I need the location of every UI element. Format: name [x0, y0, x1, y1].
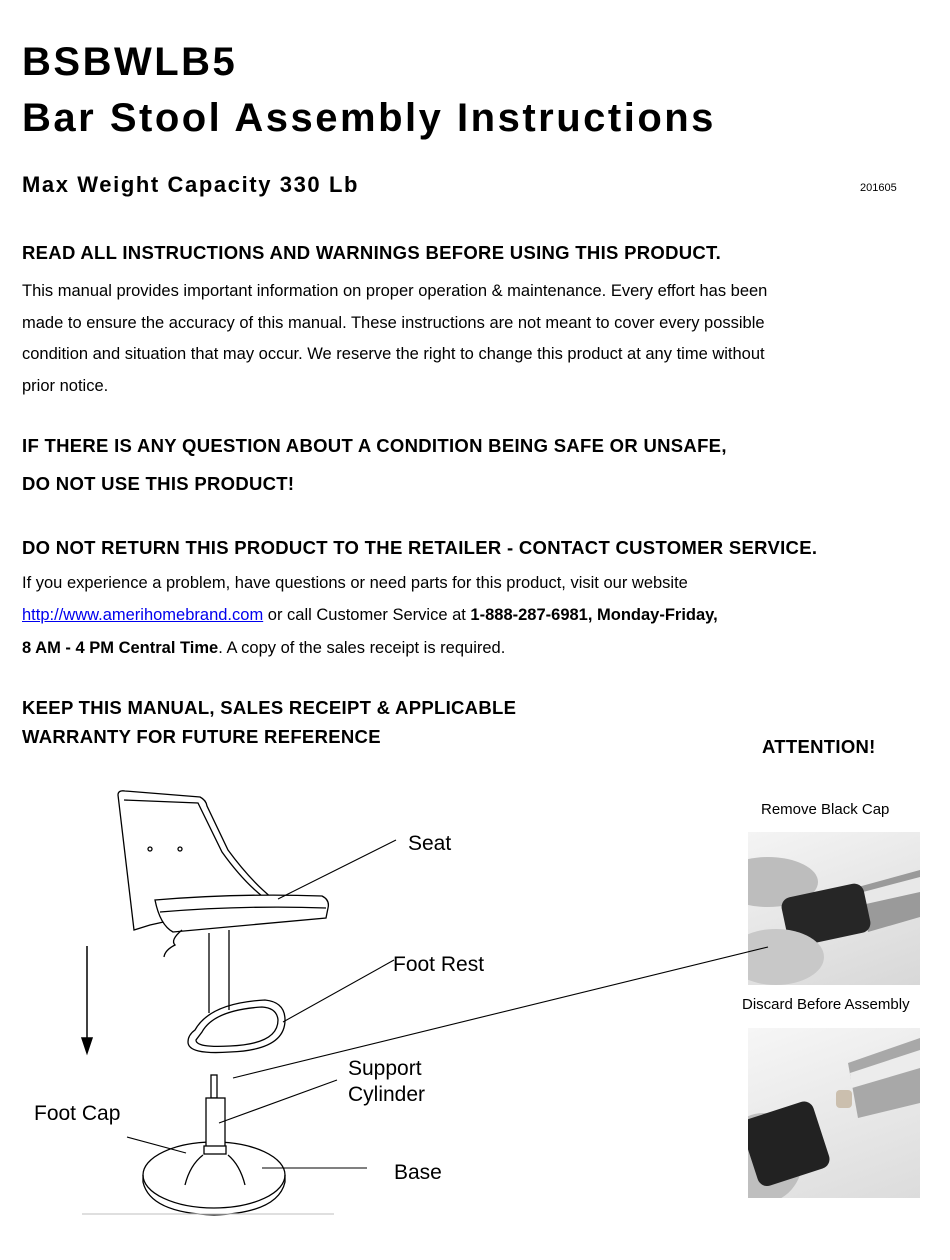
model-number: BSBWLB5 [22, 40, 238, 84]
service-line: If you experience a problem, have questions or need parts for this product, visit our website [22, 574, 688, 592]
discard-caption: Discard Before Assembly [742, 996, 910, 1013]
keep-manual-line: KEEP THIS MANUAL, SALES RECEIPT & APPLICABLE [22, 697, 517, 718]
label-foot-cap: Foot Cap [34, 1102, 121, 1125]
intro-line: This manual provides important information on proper operation & maintenance. Every effort has been [22, 282, 768, 300]
label-cylinder: Cylinder [348, 1083, 426, 1106]
phone-hours: 1-888-287-6981, Monday-Friday, [470, 606, 718, 624]
attention-heading: ATTENTION! [762, 736, 876, 757]
website-link[interactable]: http://www.amerihomebrand.com [22, 606, 264, 624]
foot-rest-drawing [188, 1000, 285, 1053]
pole-drawing [209, 930, 229, 1013]
read-instructions-heading: READ ALL INSTRUCTIONS AND WARNINGS BEFORE USING THIS PRODUCT. [22, 242, 722, 263]
base-drawing [143, 1075, 285, 1215]
label-support: Support [348, 1057, 422, 1080]
seat-drawing [118, 791, 328, 957]
customer-service-heading: DO NOT RETURN THIS PRODUCT TO THE RETAILER - CONTACT CUSTOMER SERVICE. [22, 537, 818, 558]
intro-line: condition and situation that may occur. We reserve the right to change this product at any time without [22, 345, 765, 363]
page-title: Bar Stool Assembly Instructions [22, 96, 716, 140]
receipt-note: . A copy of the sales receipt is required. [218, 639, 506, 657]
intro-line: prior notice. [22, 377, 109, 395]
service-hours: 8 AM - 4 PM Central Time [22, 639, 219, 657]
intro-line: made to ensure the accuracy of this manual. These instructions are not meant to cover every possible [22, 314, 765, 332]
service-text: or call Customer Service at [263, 606, 471, 624]
remove-cap-caption: Remove Black Cap [761, 801, 890, 818]
label-seat: Seat [408, 832, 452, 855]
safety-warning-line: DO NOT USE THIS PRODUCT! [22, 473, 295, 494]
document-code: 201605 [860, 182, 897, 194]
safety-warning-line: IF THERE IS ANY QUESTION ABOUT A CONDITION BEING SAFE OR UNSAFE, [22, 435, 727, 456]
weight-capacity: Max Weight Capacity 330 Lb [22, 172, 360, 197]
label-base: Base [394, 1161, 442, 1184]
keep-manual-line: WARRANTY FOR FUTURE REFERENCE [22, 726, 381, 747]
label-foot-rest: Foot Rest [393, 953, 485, 976]
down-arrow-icon [82, 946, 92, 1053]
